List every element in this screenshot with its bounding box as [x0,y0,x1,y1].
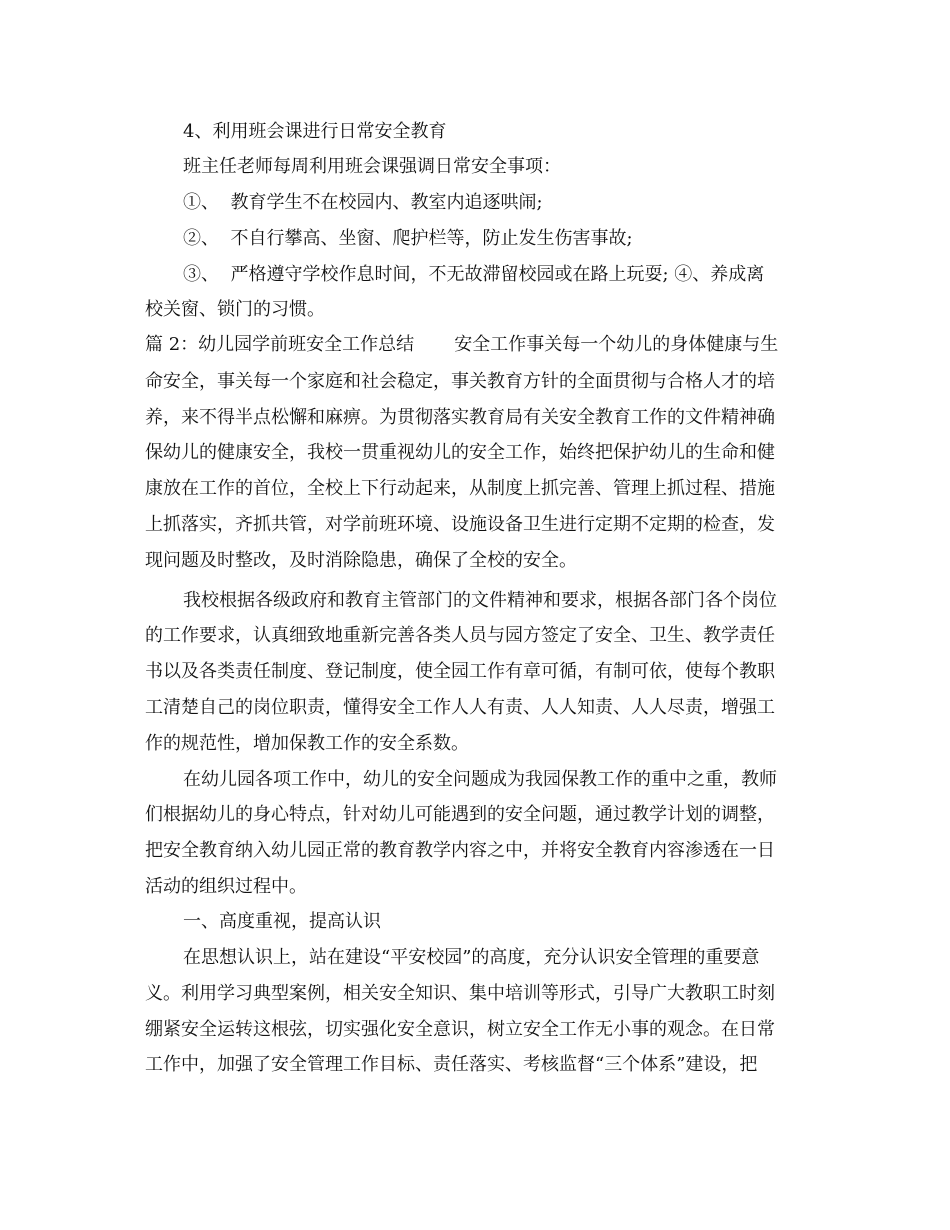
section-heading-line: 篇 2：幼儿园学前班安全工作总结 安全工作事关每一个幼儿的身体健康与生 [145,334,779,355]
text-line: 康放在工作的首位，全校上下行动起来，从制度上抓完善、管理上抓过程、措施 [145,478,775,499]
text-line: 在思想认识上，站在建设“平安校园”的高度，充分认识安全管理的重要意 [183,947,760,968]
text-line: 活动的组织过程中。 [145,876,307,897]
text-line: 养，来不得半点松懈和麻痹。为贯彻落实教育局有关安全教育工作的文件精神确 [145,407,775,428]
text-line: 4、利用班会课进行日常安全教育 [183,121,447,142]
text-line: ①、 教育学生不在校园内、教室内追逐哄闹; [183,192,543,213]
text-line: 我校根据各级政府和教育主管部门的文件精神和要求，根据各部门各个岗位 [183,590,777,611]
text-line: 工作中，加强了安全管理工作目标、责任落实、考核监督“三个体系”建设，把 [145,1054,758,1075]
text-line: ②、 不自行攀高、坐窗、爬护栏等，防止发生伤害事故; [183,228,633,249]
text-line: 的工作要求，认真细致地重新完善各类人员与园方签定了安全、卫生、教学责任 [145,625,775,646]
text-line: 作的规范性，增加保教工作的安全系数。 [145,733,469,754]
text-line: 现问题及时整改，及时消除隐患，确保了全校的安全。 [145,550,577,571]
text-line: 义。利用学习典型案例，相关安全知识、集中培训等形式，引导广大教职工时刻 [145,983,775,1004]
text-line: 在幼儿园各项工作中，幼儿的安全问题成为我园保教工作的重中之重，教师 [183,769,777,790]
text-line: 书以及各类责任制度、登记制度，使全园工作有章可循，有制可依，使每个教职 [145,661,775,682]
text-line: 把安全教育纳入幼儿园正常的教育教学内容之中，并将安全教育内容渗透在一日 [145,840,775,861]
text-line: 绷紧安全运转这根弦，切实强化安全意识，树立安全工作无小事的观念。在日常 [145,1019,775,1040]
text-line: ③、 严格遵守学校作息时间，不无故滞留校园或在路上玩耍; ④、养成离 [183,264,765,285]
text-line: 班主任老师每周利用班会课强调日常安全事项： [183,156,561,177]
text-line: 保幼儿的健康安全，我校一贯重视幼儿的安全工作，始终把保护幼儿的生命和健 [145,442,775,463]
text-line: 命安全，事关每一个家庭和社会稳定，事关教育方针的全面贯彻与合格人才的培 [145,371,775,392]
text-line: 们根据幼儿的身心特点，针对幼儿可能遇到的安全问题，通过教学计划的调整， [145,804,775,825]
text-line: 上抓落实，齐抓共管，对学前班环境、设施设备卫生进行定期不定期的检查，发 [145,514,775,535]
subheading-line: 一、高度重视，提高认识 [183,911,381,932]
text-line: 工清楚自己的岗位职责，懂得安全工作人人有责、人人知责、人人尽责，增强工 [145,697,775,718]
text-line: 校关窗、锁门的习惯。 [145,299,325,320]
